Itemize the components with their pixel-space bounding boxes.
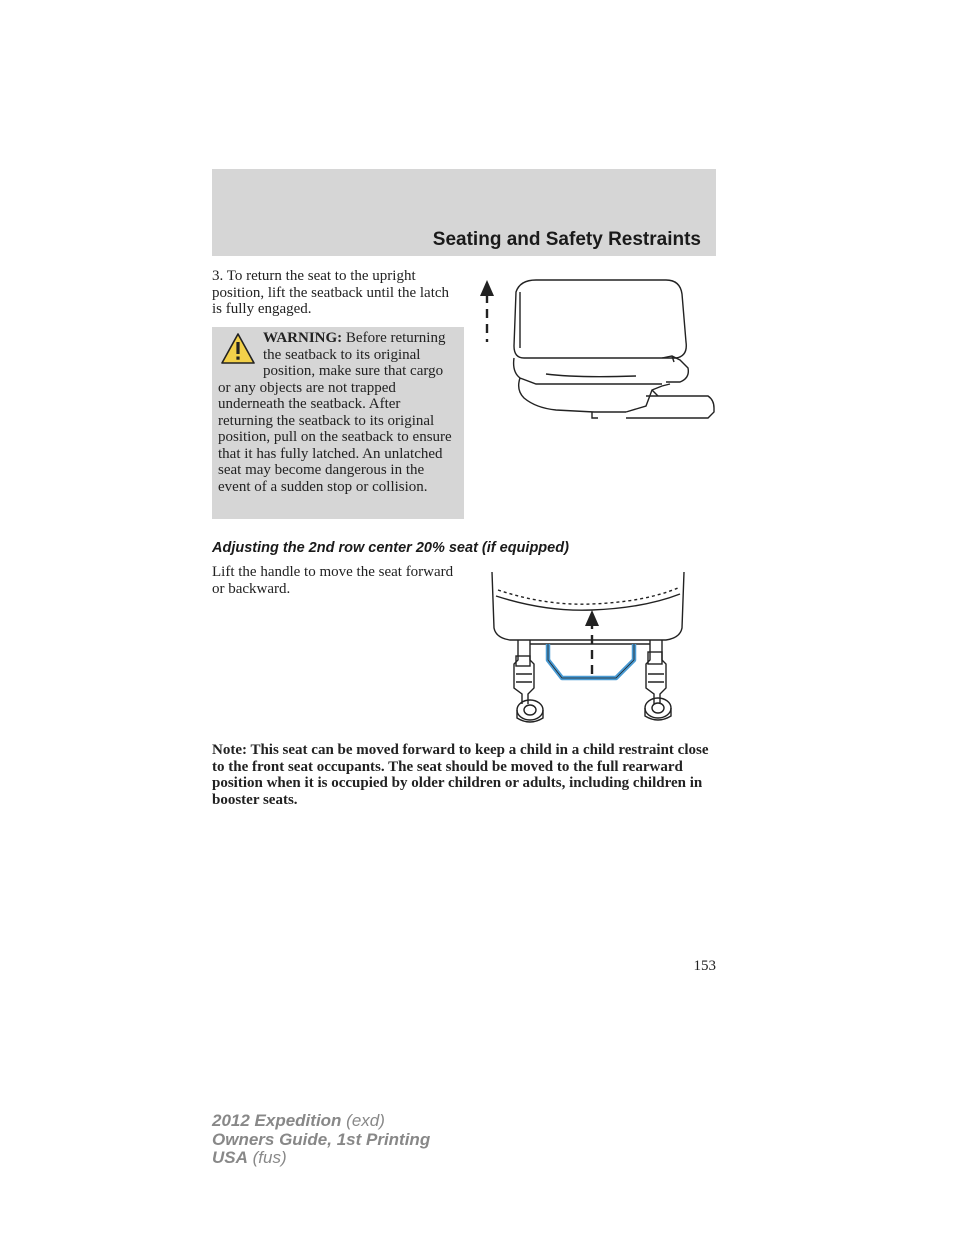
footer [212, 1112, 430, 1168]
step-3-text: 3. To return the seat to the upright position, lift the seatback until the latch is fully engaged. [212, 268, 450, 317]
header-band [212, 169, 716, 256]
center-seat-handle-illustration [486, 568, 692, 728]
warning-text: Before returning the seatback to its original position, make sure that cargo or any objects are not trapped underneath the seatback. After returning the seatback to its original position, pull on the seatback to ensure that it has fully latched. An unlatched seat may become dangerous in the event of a sudden stop or collision. [218, 330, 452, 495]
page-number: 153 [693, 958, 716, 974]
footer-line-2: Owners Guide, 1st Printing [212, 1129, 431, 1149]
seatback-upright-illustration [476, 272, 716, 424]
page-title: Seating and Safety Restraints [432, 229, 701, 250]
footer-line-3: USA (fus) [212, 1148, 287, 1167]
warning-label: WARNING: [263, 330, 343, 346]
footer-line-1: 2012 Expedition (exd) [212, 1111, 385, 1130]
note-text: Note: This seat can be moved forward to keep a child in a child restraint close to the front seat occupants. The seat should be moved to the full rearward position when it is occupied by older children or adults, including children in booster seats. [212, 742, 709, 808]
warning-triangle-icon [220, 332, 256, 366]
section-heading: Adjusting the 2nd row center 20% seat (if equipped) [212, 540, 569, 556]
warning-box [212, 327, 464, 519]
adjust-instruction-text: Lift the handle to move the seat forward or backward. [212, 564, 454, 597]
